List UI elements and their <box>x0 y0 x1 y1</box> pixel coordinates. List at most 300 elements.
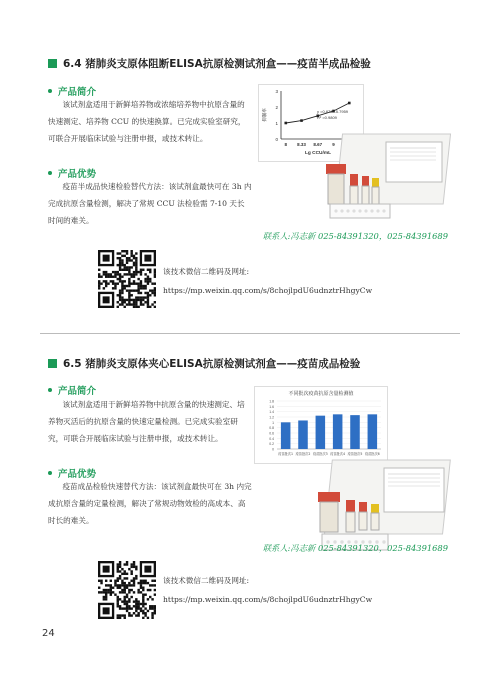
qr-module <box>121 250 123 252</box>
qr-module <box>142 587 144 589</box>
qr-module <box>126 593 128 595</box>
y-tick-label: 0 <box>272 447 274 452</box>
qr-module <box>133 276 135 278</box>
qr-module <box>135 259 137 261</box>
qr-module <box>149 605 151 607</box>
intro-heading: 产品简介 <box>48 84 96 98</box>
x-tick-label: 疫苗批次3 <box>312 452 328 456</box>
qr-module <box>130 276 132 278</box>
qr-module <box>105 276 107 278</box>
r-squared-annotation: R² =0.9809 <box>317 115 337 120</box>
qr-module <box>140 287 142 289</box>
qr-module <box>117 282 119 284</box>
qr-module <box>130 563 132 565</box>
qr-module <box>98 580 100 582</box>
qr-module <box>124 280 126 282</box>
qr-module <box>128 598 130 600</box>
qr-code-graphic <box>98 250 156 308</box>
qr-module <box>140 296 142 298</box>
qr-module <box>114 593 116 595</box>
qr-module <box>130 607 132 609</box>
qr-module <box>107 589 109 591</box>
qr-module <box>147 589 149 591</box>
qr-module <box>154 269 156 271</box>
qr-module <box>128 280 130 282</box>
qr-module <box>119 617 121 619</box>
qr-module <box>154 610 156 612</box>
qr-module <box>137 285 139 287</box>
qr-code-icon[interactable] <box>98 250 156 308</box>
qr-module <box>140 587 142 589</box>
qr-module <box>135 266 137 268</box>
qr-module <box>133 301 135 303</box>
qr-module <box>110 589 112 591</box>
qr-module <box>103 271 105 273</box>
qr-module <box>128 591 130 593</box>
qr-module <box>140 607 142 609</box>
qr-module <box>140 292 142 294</box>
qr-module <box>121 289 123 291</box>
x-tick-label: 疫苗批次6 <box>364 452 380 456</box>
qr-module <box>124 603 126 605</box>
qr-module <box>154 607 156 609</box>
qr-module <box>128 301 130 303</box>
qr-module <box>142 612 144 614</box>
qr-module <box>140 273 142 275</box>
qr-module <box>103 280 105 282</box>
qr-module <box>130 596 132 598</box>
qr-module <box>140 603 142 605</box>
qr-module <box>124 607 126 609</box>
qr-module <box>133 584 135 586</box>
qr-module <box>126 561 128 563</box>
x-tick-label: 疫苗批次4 <box>330 452 346 456</box>
qr-caption: 该技术微信二维码及网址: <box>163 267 250 276</box>
advantage-heading: 产品优势 <box>48 166 96 180</box>
qr-module <box>144 285 146 287</box>
qr-module <box>124 591 126 593</box>
qr-module <box>114 276 116 278</box>
qr-url-link[interactable]: https://mp.weixin.qq.com/s/8chojlpdU6udnztrHhgyCw <box>163 286 373 295</box>
qr-module <box>107 276 109 278</box>
qr-finder <box>103 296 110 303</box>
qr-module <box>121 255 123 257</box>
page-number: 24 <box>42 628 55 639</box>
qr-module <box>137 271 139 273</box>
qr-module <box>126 273 128 275</box>
qr-module <box>124 596 126 598</box>
qr-module <box>133 273 135 275</box>
qr-module <box>130 294 132 296</box>
qr-module <box>137 607 139 609</box>
qr-module <box>126 257 128 259</box>
qr-module <box>149 607 151 609</box>
qr-module <box>147 306 149 308</box>
bullet-dot-icon <box>48 471 52 475</box>
qr-module <box>130 614 132 616</box>
qr-module <box>149 271 151 273</box>
qr-module <box>107 273 109 275</box>
qr-module <box>144 603 146 605</box>
qr-module <box>98 287 100 289</box>
qr-module <box>140 582 142 584</box>
qr-module <box>110 273 112 275</box>
qr-module <box>135 607 137 609</box>
qr-module <box>144 614 146 616</box>
qr-module <box>133 580 135 582</box>
qr-module <box>117 584 119 586</box>
qr-module <box>154 289 156 291</box>
qr-module <box>135 575 137 577</box>
qr-module <box>119 296 121 298</box>
qr-module <box>119 584 121 586</box>
qr-module <box>144 593 146 595</box>
qr-module <box>119 269 121 271</box>
qr-module <box>140 269 142 271</box>
qr-module <box>130 259 132 261</box>
qr-module <box>135 603 137 605</box>
y-tick-label: 1.6 <box>269 404 274 409</box>
qr-module <box>119 259 121 261</box>
qr-module <box>119 561 121 563</box>
qr-module <box>100 582 102 584</box>
qr-module <box>130 282 132 284</box>
qr-module <box>151 607 153 609</box>
qr-module <box>121 285 123 287</box>
qr-module <box>126 250 128 252</box>
qr-module <box>128 285 130 287</box>
y-tick-label: 0 <box>275 137 278 142</box>
qr-module <box>142 299 144 301</box>
intro-text: 该试剂盒适用于新鲜培养物或浓缩培养物中抗原含量的快速测定、培养物 CCU 的快速换算。已完成实验室研究，可联合开展临床试验与注册申报，或技术转让。 <box>48 100 246 143</box>
qr-module <box>119 570 121 572</box>
qr-module <box>128 292 130 294</box>
qr-module <box>147 294 149 296</box>
qr-module <box>154 294 156 296</box>
qr-module <box>126 262 128 264</box>
qr-module <box>121 280 123 282</box>
qr-module <box>112 591 114 593</box>
qr-module <box>128 266 130 268</box>
qr-module <box>137 605 139 607</box>
qr-module <box>105 593 107 595</box>
qr-module <box>121 573 123 575</box>
qr-module <box>112 287 114 289</box>
y-tick-label: 3 <box>275 89 278 94</box>
qr-code-graphic <box>98 561 156 619</box>
qr-module <box>117 294 119 296</box>
qr-module <box>149 278 151 280</box>
qr-module <box>121 589 123 591</box>
qr-module <box>133 282 135 284</box>
qr-module <box>137 287 139 289</box>
qr-module <box>117 570 119 572</box>
qr-module <box>114 273 116 275</box>
x-tick-label: 疫苗批次5 <box>347 452 363 456</box>
qr-module <box>140 301 142 303</box>
bar <box>281 422 291 449</box>
qr-module <box>124 570 126 572</box>
qr-module <box>142 589 144 591</box>
qr-module <box>137 282 139 284</box>
qr-module <box>133 262 135 264</box>
qr-module <box>144 612 146 614</box>
qr-module <box>124 306 126 308</box>
qr-module <box>126 603 128 605</box>
qr-module <box>121 276 123 278</box>
qr-module <box>135 306 137 308</box>
qr-module <box>133 563 135 565</box>
qr-module <box>124 269 126 271</box>
qr-module <box>121 584 123 586</box>
qr-module <box>133 257 135 259</box>
qr-module <box>110 280 112 282</box>
qr-module <box>119 563 121 565</box>
qr-module <box>135 299 137 301</box>
qr-module <box>151 605 153 607</box>
qr-module <box>154 292 156 294</box>
qr-module <box>142 269 144 271</box>
qr-module <box>128 271 130 273</box>
qr-module <box>117 598 119 600</box>
qr-module <box>133 289 135 291</box>
qr-module <box>119 276 121 278</box>
qr-module <box>133 605 135 607</box>
qr-module <box>149 596 151 598</box>
qr-finder <box>103 607 110 614</box>
qr-module <box>105 280 107 282</box>
qr-module <box>124 563 126 565</box>
qr-module <box>130 299 132 301</box>
qr-module <box>147 278 149 280</box>
qr-module <box>128 589 130 591</box>
qr-module <box>147 280 149 282</box>
x-tick-label: 8 <box>284 142 288 147</box>
qr-module <box>121 269 123 271</box>
qr-module <box>133 591 135 593</box>
qr-module <box>142 580 144 582</box>
qr-module <box>133 577 135 579</box>
qr-module <box>140 299 142 301</box>
bullet-dot-icon <box>48 388 52 392</box>
qr-module <box>117 273 119 275</box>
qr-module <box>124 299 126 301</box>
qr-module <box>124 285 126 287</box>
qr-module <box>128 273 130 275</box>
qr-module <box>126 573 128 575</box>
qr-module <box>147 582 149 584</box>
qr-module <box>119 607 121 609</box>
qr-module <box>119 252 121 254</box>
qr-module <box>130 589 132 591</box>
qr-module <box>103 598 105 600</box>
qr-module <box>140 610 142 612</box>
qr-module <box>119 273 121 275</box>
qr-module <box>142 582 144 584</box>
qr-module <box>105 598 107 600</box>
qr-module <box>117 306 119 308</box>
qr-module <box>128 296 130 298</box>
qr-module <box>128 303 130 305</box>
qr-module <box>126 607 128 609</box>
y-tick-label: 2 <box>275 105 278 110</box>
qr-module <box>119 598 121 600</box>
x-tick-label: 8.67 <box>313 142 323 147</box>
section-marker-icon <box>48 59 57 68</box>
qr-module <box>126 269 128 271</box>
qr-module <box>144 292 146 294</box>
qr-module <box>105 282 107 284</box>
qr-module <box>137 600 139 602</box>
qr-module <box>142 617 144 619</box>
qr-module <box>140 280 142 282</box>
qr-module <box>119 280 121 282</box>
qr-module <box>133 271 135 273</box>
qr-module <box>137 589 139 591</box>
qr-module <box>126 563 128 565</box>
qr-module <box>124 582 126 584</box>
qr-module <box>147 598 149 600</box>
qr-module <box>126 610 128 612</box>
qr-module <box>151 612 153 614</box>
qr-module <box>151 617 153 619</box>
qr-module <box>128 584 130 586</box>
qr-module <box>128 605 130 607</box>
qr-url-link[interactable]: https://mp.weixin.qq.com/s/8chojlpdU6udnztrHhgyCw <box>163 595 373 604</box>
qr-module <box>142 598 144 600</box>
qr-module <box>121 600 123 602</box>
qr-module <box>119 303 121 305</box>
qr-module <box>121 580 123 582</box>
qr-module <box>142 605 144 607</box>
qr-module <box>133 299 135 301</box>
advantage-text: 疫苗成品检验快速替代方法：该试剂盒最快可在 3h 内完成抗原含量的定量检测，解决了常规动物效检的高成本、高时长的难关。 <box>48 482 252 525</box>
qr-finder <box>103 255 110 262</box>
qr-module <box>105 273 107 275</box>
qr-module <box>140 580 142 582</box>
qr-module <box>112 587 114 589</box>
qr-module <box>112 280 114 282</box>
qr-caption-block <box>163 571 372 609</box>
qr-module <box>107 591 109 593</box>
qr-module <box>137 603 139 605</box>
qr-module <box>133 303 135 305</box>
section-divider <box>40 333 460 334</box>
qr-module <box>114 282 116 284</box>
qr-module <box>151 303 153 305</box>
y-tick-label: 1.2 <box>269 415 274 420</box>
qr-module <box>128 607 130 609</box>
advantage-heading: 产品优势 <box>48 466 96 480</box>
qr-module <box>128 289 130 291</box>
qr-module <box>128 259 130 261</box>
qr-module <box>135 301 137 303</box>
bar <box>298 420 308 449</box>
qr-module <box>110 584 112 586</box>
qr-module <box>142 287 144 289</box>
qr-module <box>151 292 153 294</box>
qr-module <box>130 570 132 572</box>
qr-module <box>154 276 156 278</box>
intro-heading: 产品简介 <box>48 383 96 397</box>
qr-module <box>135 610 137 612</box>
qr-module <box>147 282 149 284</box>
qr-module <box>98 282 100 284</box>
qr-module <box>154 287 156 289</box>
qr-module <box>121 299 123 301</box>
qr-module <box>135 605 137 607</box>
qr-module <box>117 600 119 602</box>
qr-module <box>119 262 121 264</box>
qr-module <box>142 593 144 595</box>
qr-caption: 该技术微信二维码及网址: <box>163 576 250 585</box>
qr-module <box>133 566 135 568</box>
qr-module <box>135 289 137 291</box>
qr-module <box>147 610 149 612</box>
qr-module <box>133 561 135 563</box>
kit-product-photo <box>314 444 456 552</box>
qr-module <box>119 575 121 577</box>
qr-module <box>121 282 123 284</box>
qr-module <box>121 259 123 261</box>
qr-module <box>130 580 132 582</box>
data-point <box>284 122 287 125</box>
qr-module <box>147 617 149 619</box>
qr-module <box>114 285 116 287</box>
qr-module <box>154 282 156 284</box>
qr-module <box>151 584 153 586</box>
qr-module <box>144 278 146 280</box>
qr-module <box>117 257 119 259</box>
qr-module <box>128 614 130 616</box>
qr-module <box>124 614 126 616</box>
qr-module <box>128 568 130 570</box>
qr-module <box>151 282 153 284</box>
qr-module <box>117 614 119 616</box>
qr-module <box>126 600 128 602</box>
qr-module <box>100 276 102 278</box>
qr-module <box>105 285 107 287</box>
qr-module <box>137 612 139 614</box>
qr-module <box>133 612 135 614</box>
qr-module <box>130 289 132 291</box>
qr-module <box>130 250 132 252</box>
qr-module <box>121 296 123 298</box>
qr-module <box>117 580 119 582</box>
qr-module <box>119 294 121 296</box>
qr-module <box>140 591 142 593</box>
qr-module <box>149 289 151 291</box>
qr-module <box>117 301 119 303</box>
x-tick-label: 疫苗批次2 <box>295 452 311 456</box>
qr-module <box>121 262 123 264</box>
qr-module <box>135 273 137 275</box>
qr-module <box>149 280 151 282</box>
qr-code-icon[interactable] <box>98 561 156 619</box>
qr-module <box>112 282 114 284</box>
qr-module <box>121 582 123 584</box>
qr-module <box>147 296 149 298</box>
y-axis-label: 抑制率 <box>263 108 268 122</box>
qr-module <box>105 591 107 593</box>
qr-module <box>119 257 121 259</box>
qr-module <box>147 301 149 303</box>
qr-module <box>135 566 137 568</box>
qr-module <box>119 587 121 589</box>
qr-module <box>133 280 135 282</box>
qr-module <box>144 273 146 275</box>
qr-module <box>142 296 144 298</box>
